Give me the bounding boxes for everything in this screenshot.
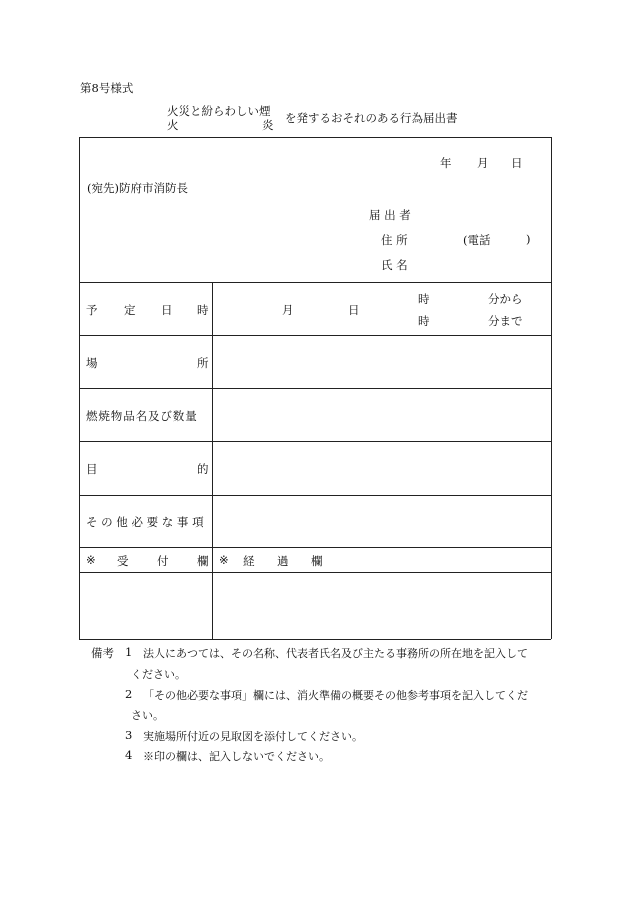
- table-top-border: [79, 137, 551, 138]
- notifier-label: 届 出 者: [369, 208, 411, 222]
- progress-label-4: 欄: [311, 554, 323, 568]
- row-divider-7: [79, 572, 551, 573]
- table-right-border: [551, 137, 552, 639]
- schedule-month: 月: [282, 303, 294, 317]
- note-4-number: 4: [125, 748, 133, 762]
- row-divider-5: [79, 495, 551, 496]
- row-divider-4: [79, 441, 551, 442]
- row-divider-2: [79, 335, 551, 336]
- addressee: (宛先)防府市消防長: [87, 181, 188, 195]
- reception-label-1: ※: [86, 553, 96, 567]
- note-4-line-1: ※印の欄は、記入しないでください。: [143, 750, 330, 763]
- note-3-line-1: 実施場所付近の見取図を添付してください。: [143, 730, 363, 743]
- form-number: 第8号様式: [80, 81, 134, 95]
- title-stacked-right: 炎: [262, 118, 274, 132]
- date-day: 日: [511, 156, 523, 170]
- note-1-number: 1: [125, 645, 133, 659]
- other-label: そ の 他 必 要 な 事 項: [86, 515, 204, 529]
- phone-close: ): [526, 232, 531, 246]
- table-bottom-border: [79, 639, 551, 640]
- schedule-hour-until: 時: [418, 314, 430, 328]
- title-suffix: を発するおそれのある行為届出書: [285, 111, 458, 125]
- purpose-label-1: 目: [86, 462, 98, 476]
- note-3-number: 3: [125, 728, 133, 742]
- materials-label: 燃焼物品名及び数量: [86, 409, 198, 423]
- date-year: 年: [440, 156, 452, 170]
- schedule-hour-from: 時: [418, 292, 430, 306]
- row-divider-3: [79, 388, 551, 389]
- reception-label-4: 欄: [197, 554, 209, 568]
- reception-label-3: 付: [157, 554, 169, 568]
- note-2-line-2: さい。: [131, 709, 164, 722]
- row-divider-1: [79, 282, 551, 283]
- place-label-2: 所: [197, 356, 209, 370]
- purpose-label-2: 的: [197, 462, 209, 476]
- title-stacked-top: 火災と紛らわしい煙: [167, 104, 271, 118]
- date-month: 月: [477, 156, 489, 170]
- progress-label-2: 経: [243, 554, 255, 568]
- note-2-number: 2: [125, 687, 133, 701]
- name-label: 氏 名: [381, 258, 408, 272]
- schedule-until: 分まで: [488, 314, 523, 328]
- note-1-line-1: 法人にあつては、その名称、代表者氏名及び主たる事務所の所在地を記入して: [143, 647, 528, 660]
- schedule-from: 分から: [488, 292, 523, 306]
- progress-label-3: 過: [277, 554, 289, 568]
- notes-heading: 備考: [91, 646, 114, 660]
- schedule-label-1: 予: [86, 303, 98, 317]
- address-label: 住 所: [381, 233, 408, 247]
- note-1-line-2: ください。: [131, 668, 186, 681]
- reception-label-2: 受: [117, 554, 129, 568]
- table-left-border: [79, 137, 80, 639]
- note-2-line-1: 「その他必要な事項」欄には、消火準備の概要その他参考事項を記入してくだ: [143, 689, 528, 702]
- phone-label: (電話: [463, 233, 491, 247]
- schedule-label-2: 定: [124, 303, 136, 317]
- row-divider-6: [79, 547, 551, 548]
- schedule-label-3: 日: [161, 303, 173, 317]
- title-stacked-left: 火: [167, 118, 179, 132]
- progress-label-1: ※: [219, 553, 229, 567]
- place-label-1: 場: [86, 356, 98, 370]
- schedule-day: 日: [348, 303, 360, 317]
- column-divider: [212, 282, 213, 639]
- schedule-label-4: 時: [197, 303, 209, 317]
